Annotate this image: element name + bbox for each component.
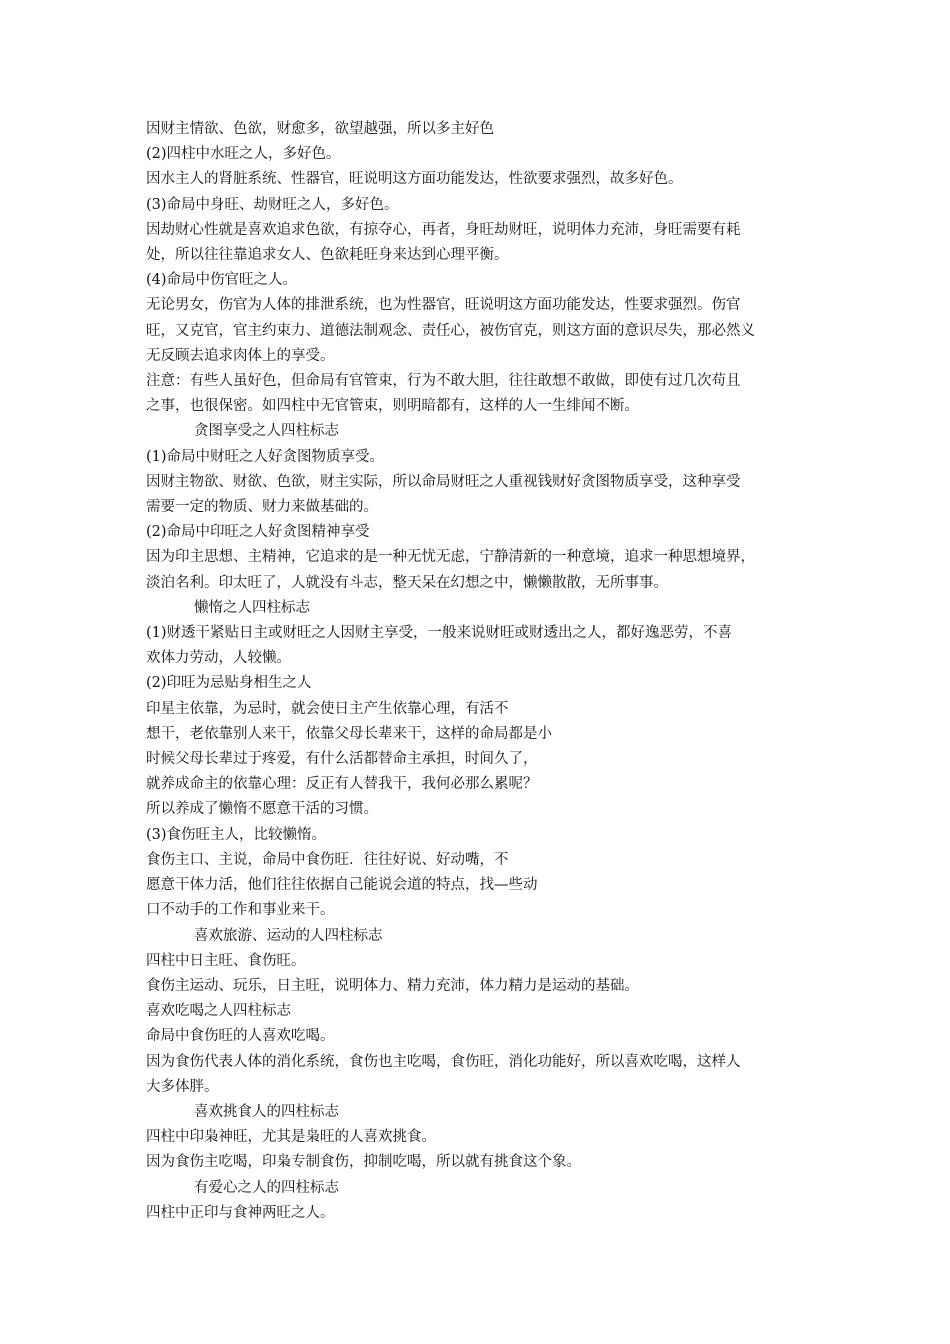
section-heading: 喜欢挑食人的四柱标志 (194, 1103, 339, 1120)
text-line: 食伤主运动、玩乐，日主旺，说明体力、精力充沛，体力精力是运动的基础。 (146, 977, 639, 994)
text-line: 就养成命主的依靠心理：反正有人替我干，我何必那么累呢？ (146, 776, 538, 793)
text-line: 想干，老依靠别人来干，依靠父母长辈来干，这样的命局都是小 (146, 725, 552, 742)
text-line: 因财主情欲、色欲，财愈多，欲望越强，所以多主好色 (146, 121, 494, 137)
text-line: (2)印旺为忌贴身相生之人 (146, 675, 312, 692)
text-line: 四柱中日主旺、食伤旺。 (146, 952, 306, 969)
text-line: 之事，也很保密。如四柱中无官管束，则明暗都有，这样的人一生绯闻不断。 (146, 398, 639, 415)
text-line: 需要一定的物质、财力来做基础的。 (146, 499, 378, 516)
text-line: 因劫财心性就是喜欢追求色欲，有掠夺心，再者，身旺劫财旺，说明体力充沛，身旺需要有耗 (146, 221, 741, 238)
text-line: 欢体力劳动，人较懒。 (146, 650, 291, 667)
section-heading: 喜欢旅游、运动的人四柱标志 (194, 927, 383, 944)
text-line: 大多体胖。 (146, 1078, 219, 1095)
text-line: (2)命局中印旺之人好贪图精神享受 (146, 524, 370, 541)
text-line: 所以养成了懒惰不愿意干活的习惯。 (146, 801, 378, 818)
text-line: (3)食伤旺主人，比较懒惰。 (146, 826, 327, 843)
text-line: (4)命局中伤官旺之人。 (146, 272, 298, 289)
text-line: 无反顾去追求肉体上的享受。 (146, 347, 335, 364)
section-heading: 懒惰之人四柱标志 (194, 599, 310, 616)
text-line: (3)命局中身旺、劫财旺之人，多好色。 (146, 196, 399, 213)
section-heading-plain: 喜欢吃喝之人四柱标志 (146, 1003, 291, 1020)
text-line: (2)四柱中水旺之人，多好色。 (146, 146, 341, 163)
text-line: 旺，又克官，官主约束力、道德法制观念、责任心，被伤官克，则这方面的意识尽失，那必然义 (146, 322, 755, 339)
text-line: 食伤主口、主说，命局中食伤旺．往往好说、好动嘴，不 (146, 851, 509, 868)
text-line: 因为印主思想、主精神，它追求的是一种无忧无虑，宁静清新的一种意境，追求一种思想境界， (146, 549, 755, 566)
text-line: 命局中食伤旺的人喜欢吃喝。 (146, 1028, 335, 1045)
text-line: (1)财透干紧贴日主或财旺之人因财主享受，一般来说财旺或财透出之人，都好逸恶劳，不喜 (146, 625, 733, 642)
document-body (146, 117, 816, 1226)
section-heading: 贪图享受之人四柱标志 (194, 423, 339, 440)
section-heading: 有爱心之人的四柱标志 (194, 1179, 339, 1196)
text-line: 淡泊名利。印太旺了，人就没有斗志，整天呆在幻想之中，懒懒散散，无所事事。 (146, 574, 668, 591)
text-line: 因财主物欲、财欲、色欲，财主实际，所以命局财旺之人重视钱财好贪图物质享受，这种享受 (146, 473, 741, 490)
text-line: 四柱中印枭神旺，尤其是枭旺的人喜欢挑食。 (146, 1129, 436, 1146)
text-line: 注意：有些人虽好色，但命局有官管束，行为不敢大胆，往往敢想不敢做，即使有过几次苟且 (146, 373, 741, 390)
text-line: 四柱中正印与食神两旺之人。 (146, 1204, 335, 1221)
text-line: 因为食伤代表人体的消化系统，食伤也主吃喝，食伤旺，消化功能好，所以喜欢吃喝，这样人 (146, 1053, 741, 1070)
text-line: 无论男女，伤官为人体的排泄系统，也为性器官，旺说明这方面功能发达，性要求强烈。伤官 (146, 297, 741, 314)
text-line: 因水主人的肾脏系统、性器官，旺说明这方面功能发达，性欲要求强烈，故多好色。 (146, 171, 683, 188)
text-line: 口不动手的工作和事业来干。 (146, 902, 335, 919)
text-line: 愿意干体力活，他们往往依据自己能说会道的特点，找—些动 (146, 877, 538, 894)
text-line: 时候父母长辈过于疼爱，有什么活都替命主承担，时间久了， (146, 751, 538, 768)
text-line: 因为食伤主吃喝，印枭专制食伤，抑制吃喝，所以就有挑食这个象。 (146, 1154, 581, 1171)
text-line: (1)命局中财旺之人好贪图物质享受。 (146, 448, 385, 465)
text-line: 处，所以往往靠追求女人、色欲耗旺身来达到心理平衡。 (146, 247, 509, 264)
text-line: 印星主依靠，为忌时，就会使日主产生依靠心理，有活不 (146, 700, 509, 717)
